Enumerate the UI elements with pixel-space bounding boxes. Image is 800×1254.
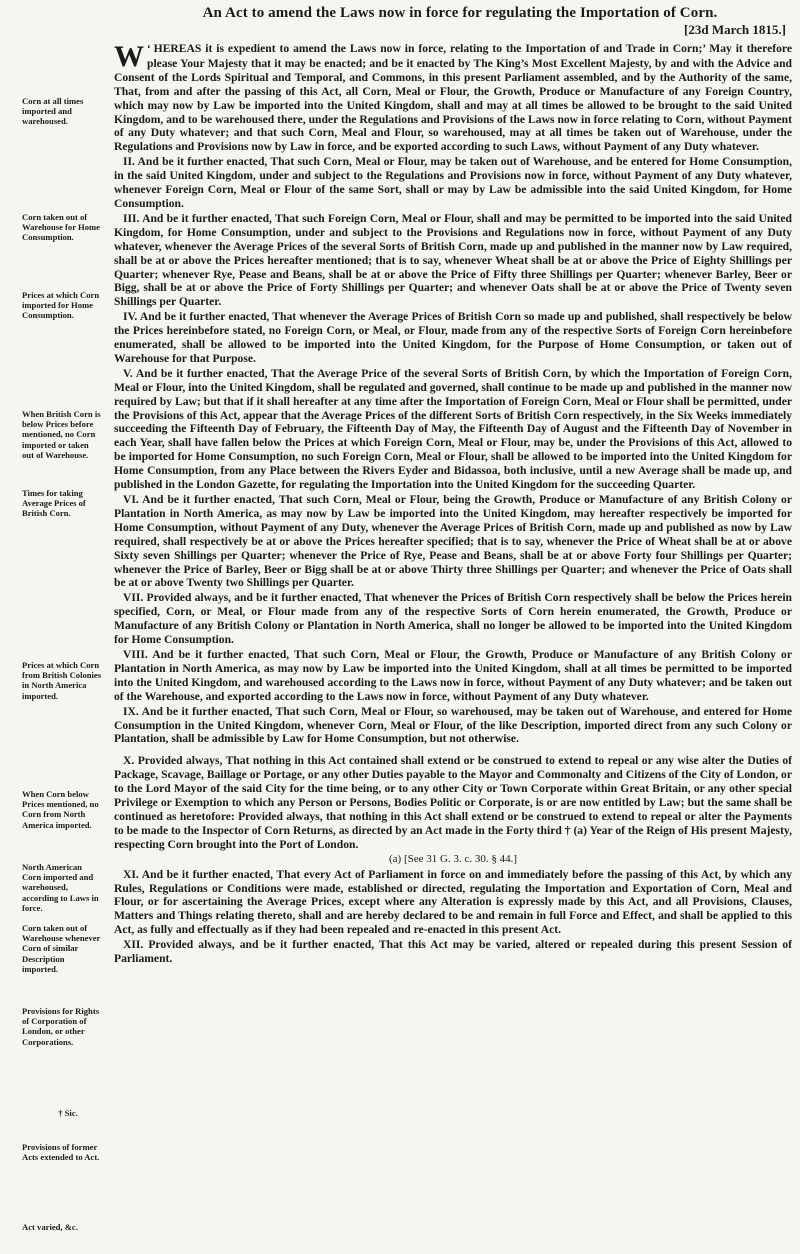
- section-12: XII. Provided always, and be it further enacted, That this Act may be varied, altered or repealed during this present Session of Parliament.: [114, 938, 792, 966]
- section-9: IX. And be it further enacted, That such Corn, Meal or Flour, so warehoused, may be taken out of Warehouse, and entered for Home Consumption in the United Kingdom, whenever Corn, Meal or Flour, of the like Description, imported direct from any such Colony or Plantation, shall be admissible by Law for Home Consumption, but not otherwise.: [114, 704, 792, 746]
- section-text: HEREAS it is expedient to amend the Laws now in force, relating to the Importation of and Trade in Corn;’ May it therefore please Your Majesty that it may be enacted; and be it enacted by The King’s Most Excellent Majesty, by and with the Advice and Consent of the Lords Spiritual and Temporal, and Commons, in this present Parliament assembled, and by the Authority of the same, That, from and after the passing of this Act, all Corn, Meal or Flour, the Growth, Produce or Manufacture of any Foreign Country, which may now by Law be imported into the United Kingdom, shall and may at all times be allowed to be brought to the said United Kingdom, and to be warehoused there, under the Regulations and Provisions of the Laws now in force relating to Corn, without Payment of any Duty whatever; and that such Corn, Meal and Flour, so warehoused, may at all times be taken out of Warehouse, under the Regulations and Provisions now by Law in force, and be exported according to such Laws, without Payment of any Duty whatever.: [114, 42, 792, 154]
- section-8: VIII. And be it further enacted, That such Corn, Meal or Flour, the Growth, Produce or Manufacture of any British Colony or Plantation in North America, as may now by Law be imported into the United Kingdom, shall at all times be permitted to be imported into the United Kingdom, and warehoused according to the Laws now in force, without Payment of any Duty whatever; and be taken out of the Warehouse, and exported according to the Laws now in force, without Payment of any Duty whatever.: [114, 647, 792, 703]
- footnote: (a) [See 31 G. 3. c. 30. § 44.]: [389, 852, 517, 865]
- section-2: II. And be it further enacted, That such Corn, Meal or Flour, may be taken out of Warehouse, and be entered for Home Consumption, in the said United Kingdom, under and subject to the Regulations and Provisions now in force, without Payment of any Duty whatever, whenever Foreign Corn, Meal or Flour of the same Sort, shall or may by Law be admissible into the said United Kingdom, for Home Consumption.: [114, 155, 792, 210]
- section-preamble: [114, 42, 792, 154]
- section-10: X. Provided always, That nothing in this Act contained shall extend or be construed to extend to repeal or any wise alter the Duties of Package, Scavage, Baillage or Portage, or any other Duties payable to the Mayor and Commonalty and Citizens of the City of London, or to the Lord Mayor of the said City for the time being, or to any other City or Town Corporate within Great Britain, or any other special Privilege or Exemption to which any Person or Persons, Bodies Politic or Corporate, is or are now entitled by Law; but the same shall be continued as heretofore: Provided always, that nothing in this Act shall extend or be construed to extend to repeal or alter the Payments to be made to the Inspector of Corn Returns, as directed by an Act made in the Forty third † (a) Year of the Reign of His present Majesty, respecting Corn brought into the Port of London.: [114, 754, 792, 851]
- margin-note: Provisions of former Acts extended to Act.: [22, 1142, 100, 1163]
- margin-note: † Sic.: [58, 1108, 78, 1118]
- section-3: III. And be it further enacted, That such Foreign Corn, Meal or Flour, shall and may be permitted to be imported into the said United Kingdom, for Home Consumption, under and subject to the Provisions and Regulations now in force, without Payment of any Duty whatever, whenever the Average Prices of the several Sorts of British Corn, made up and published in the manner now by Law required, shall be at or above the Prices hereafter mentioned; that is to say, whenever Wheat shall be at or above the Price of Eighty Shillings per Quarter; whenever Rye, Pease and Beans, shall be at or above the Price of Fifty three Shillings per Quarter; whenever Barley, Beer or Bigg, shall be at or above the Price of Forty Shillings per Quarter; and whenever Oats shall be at or above the Price of Twenty seven Shillings per Quarter.: [114, 211, 792, 309]
- section-4: IV. And be it further enacted, That whenever the Average Prices of British Corn so made up and published, shall respectively be below the Prices hereinbefore stated, no Foreign Corn, or Meal, or Flour, made from any of the respective Sorts of Foreign Corn hereinbefore enumerated, shall be allowed to be imported into the United Kingdom, for the Purpose of Home Consumption, or taken out of Warehouse for that Purpose.: [114, 310, 792, 365]
- act-date: [23d March 1815.]: [684, 22, 786, 37]
- act-body: [114, 42, 792, 967]
- margin-note: Corn taken out of Warehouse whenever Corn of similar Description imported.: [22, 923, 101, 974]
- margin-note: Prices at which Corn imported for Home Consumption.: [22, 290, 100, 321]
- drop-cap: W: [114, 40, 144, 73]
- section-5: V. And be it further enacted, That the Average Price of the several Sorts of British Corn, by which the Importation of Foreign Corn, Meal or Flour, into the United Kingdom, shall be regulated and governed, shall continue to be made up and published in the manner now required by Law; but that if it shall hereafter at any time after the Importation of Foreign Corn, Meal or Flour shall be permitted, under the Provisions of this Act, appear that the Average Prices of the different Sorts of British Corn respectively, in the Six Weeks immediately succeeding the Fifteenth Day of February, the Fifteenth Day of May, the Fifteenth Day of August and the Fifteenth Day of November in each Year, shall have fallen below the Prices at which Foreign Corn, Meal or Flour, may be, under the Provisions of this Act, allowed to be imported for Home Consumption, no such Foreign Corn, Meal or Flour, shall be allowed to be imported into the United Kingdom for Home Consumption, from any Place between the Rivers Eyder and Bidassoa, both inclusive, until a new Average shall be made up, and published in the London Gazette, for regulating the Importation into the United Kingdom for the succeeding Quarter.: [114, 366, 792, 492]
- section-11: XI. And be it further enacted, That every Act of Parliament in force on and immediately before the passing of this Act, by which any Rules, Regulations or Conditions were made, established or directed, regulating the Importation and Exportation of Corn, Meal and Flour, or for ascertaining the Average Prices, except where any Alteration is expressly made by this Act, and all Provisions, Clauses, Matters and Things relating thereto, shall and are hereby declared to be and remain in full Force and Effect, and shall be applied to this Act, as fully and effectually as if they had been repealed and re-enacted in this present Act.: [114, 867, 792, 937]
- margin-note: Corn at all times imported and warehoused.: [22, 96, 84, 127]
- act-title: An Act to amend the Laws now in force for regulating the Importation of Corn.: [202, 5, 718, 21]
- margin-note: Provisions for Rights of Corporation of London, or other Corporations.: [22, 1006, 100, 1047]
- section-6: VI. And be it further enacted, That such Corn, Meal or Flour, being the Growth, Produce or Manufacture of any British Colony or Plantation in North America, as may now by Law be imported into the United Kingdom, may hereafter respectively be imported for Home Consumption, without Payment of any Duty, whenever the Average Prices of British Corn, made up and published as now by Law required, shall respectively be at or above the Prices hereafter specified; that is to say, whenever the Price of Wheat shall be at or above Sixty seven Shillings per Quarter; whenever the Price of Rye, Pease and Beans, shall be at or above Forty four Shillings per Quarter; whenever the Price of Barley, Beer or Bigg shall be at or above Thirty three Shillings per Quarter; and whenever the Price of Oats shall be at or above Twenty two Shillings per Quarter.: [114, 493, 792, 590]
- margin-note: Prices at which Corn from British Colonies in North America imported.: [22, 660, 102, 701]
- section-7: VII. Provided always, and be it further enacted, That whenever the Prices of British Corn respectively shall be below the Prices herein specified, Corn, or Meal, or Flour made from any of the respective Sorts of Corn herein enumerated, the Growth, Produce or Manufacture of any British Colony or Plantation in North America, shall no longer be allowed to be imported into the United Kingdom for Home Consumption.: [114, 591, 792, 647]
- opening-quote: ‘: [147, 43, 151, 55]
- margin-note: Corn taken out of Warehouse for Home Consumption.: [22, 212, 100, 243]
- margin-note: When British Corn is below Prices before mentioned, no Corn imported or taken out of Warehouse.: [22, 409, 101, 460]
- margin-note: Act varied, &c.: [22, 1222, 78, 1232]
- margin-note: Times for taking Average Prices of British Corn.: [22, 488, 86, 519]
- margin-note: When Corn below Prices mentioned, no Corn from North America imported.: [22, 789, 99, 830]
- margin-note: North American Corn imported and warehoused, according to Laws in force.: [22, 862, 99, 913]
